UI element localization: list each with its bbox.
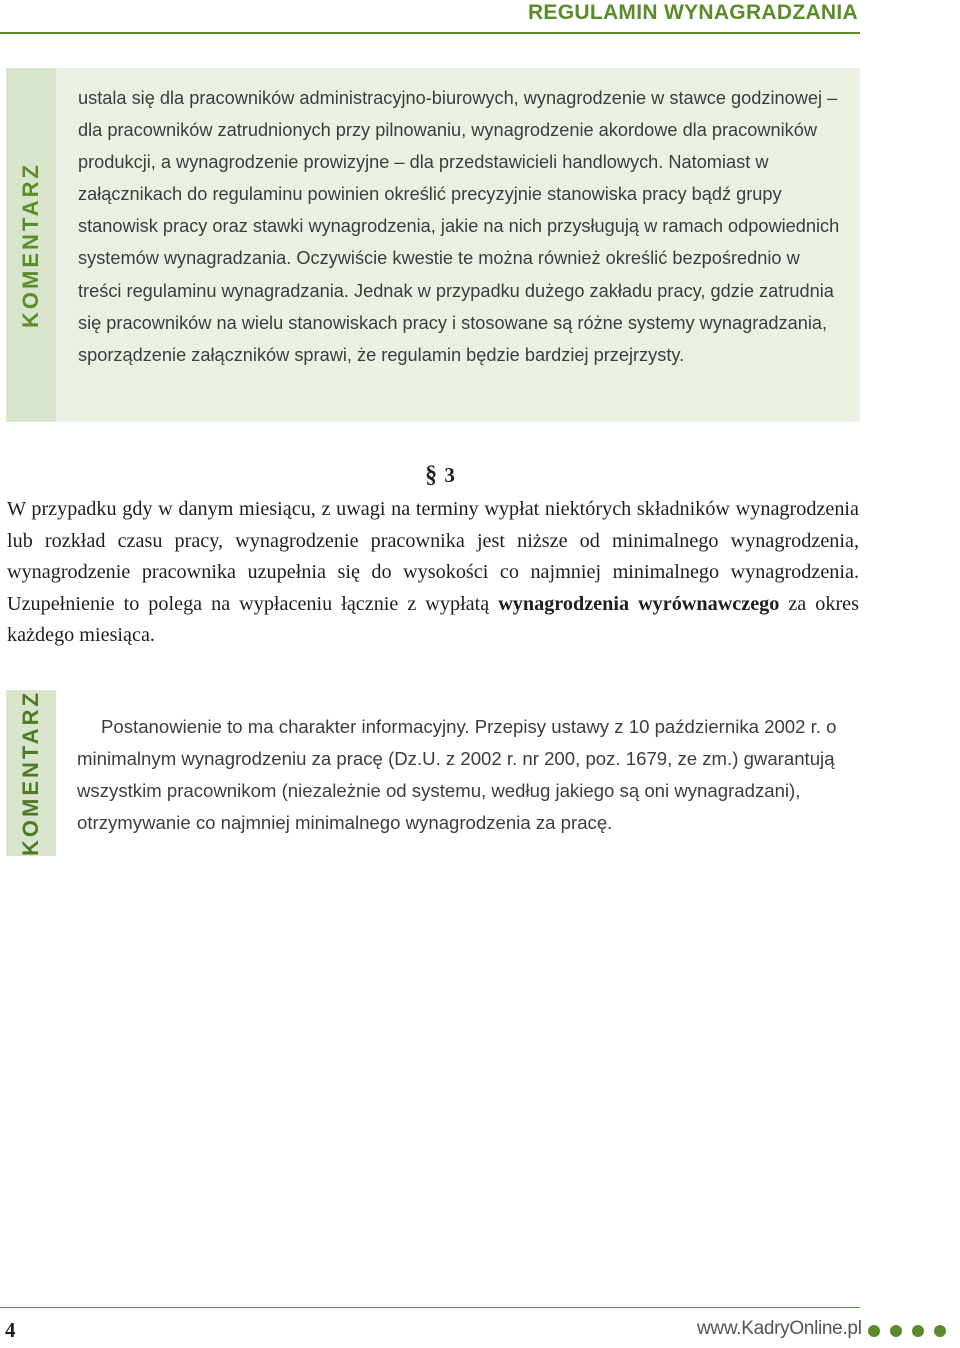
comment-side-tab-1 [6, 68, 56, 422]
comment-text-2: Postanowienie to ma charakter informacyjny. Przepisy ustawy z 10 października 2002 r. o minimalnym wynagrodzeniu za pracę (Dz.U. z 2002 r. nr 200, poz. 1679, ze zm.) gwarantują wszystkim pracownikom (niezależnie od systemu, według jakiego są oni wynagradzani), otrzymywanie co najmniej minimalnego wynagrodzenia za pracę. [77, 716, 837, 833]
section-text-after: za okres każdego miesiąca. [7, 592, 859, 646]
footer-divider [0, 1307, 860, 1308]
dot-icon [890, 1325, 902, 1337]
dot-icon [868, 1325, 880, 1337]
section-text-before: W przypadku gdy w danym miesiącu, z uwagi na terminy wypłat niektórych składników wynagrodzenia lub rozkład czasu pracy, wynagrodzenie pracownika jest niższe od minimalnego wynagrodzenia, wynagrodzenie pracownika uzupełnia się do wysokości co najmniej minimalnego wynagrodzenia. Uzupełnienie to polega na wypłaceniu łącznie z wypłatą [7, 498, 859, 615]
comment-label-1: KOMENTARZ [18, 162, 43, 328]
footer-dots-decoration [868, 1324, 956, 1342]
header-title: REGULAMIN WYNAGRADZANIA [527, 1, 858, 24]
section-paragraph [7, 494, 859, 652]
dot-icon [934, 1325, 946, 1337]
comment-text-1: ustala się dla pracowników administracyjno-biurowych, wynagrodzenie w stawce godzinowej – dla pracowników zatrudnionych przy pilnowaniu, wynagrodzenie akordowe dla pracowników produkcji, a wynagrodzenie prowizyjne – dla przedstawicieli handlowych. Natomiast w załącznikach do regulaminu powinien określić precyzyjnie stanowiska pracy bądź grupy stanowisk pracy oraz stawki wynagrodzenia, jakie na nich przysługują w ramach odpowiednich systemów wynagradzania. Oczywiście kwestie te można również określić bezpośrednio w treści regulaminu wynagradzania. Jednak w przypadku dużego zakładu pracy, gdzie zatrudnia się pracowników na wielu stanowiskach pracy i stosowane są różne systemy wynagradzania, sporządzenie załączników sprawi, że regulamin będzie bardziej przejrzysty. [78, 88, 840, 365]
section-number: 3 [444, 463, 455, 487]
page-number: 4 [5, 1318, 16, 1342]
header-divider [0, 32, 860, 34]
footer-url-link[interactable]: www.KadryOnline.pl [697, 1318, 862, 1339]
dot-icon [912, 1325, 924, 1337]
section-symbol: § [425, 462, 438, 488]
section-text-bold: wynagrodzenia wyrównawczego [498, 592, 780, 615]
comment-label-2: KOMENTARZ [18, 690, 43, 856]
comment-side-tab-2 [6, 690, 56, 856]
comment-box-1 [6, 68, 860, 422]
section-heading [0, 462, 880, 489]
